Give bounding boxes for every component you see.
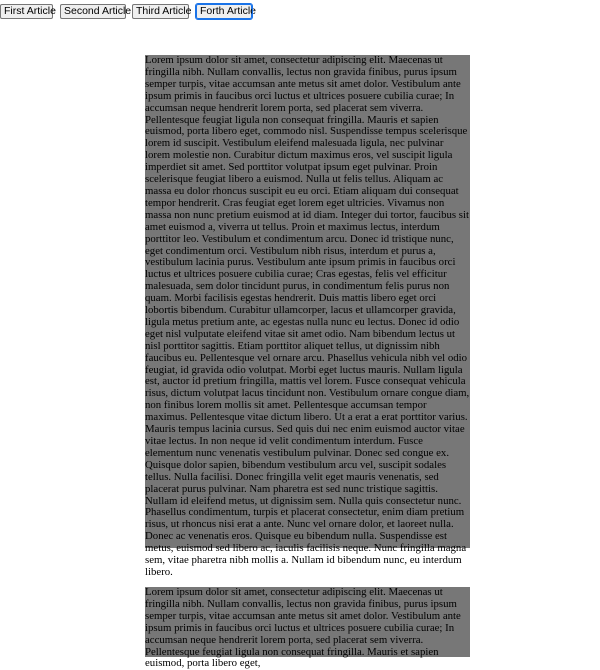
article-first — [145, 54, 470, 578]
first-article-button[interactable]: First Article — [0, 4, 53, 19]
forth-article-button[interactable]: Forth Article — [196, 4, 252, 19]
article-nav-toolbar — [0, 4, 600, 20]
article-second — [145, 586, 470, 670]
third-article-button[interactable]: Third Article — [132, 4, 189, 19]
second-article-button[interactable]: Second Article — [60, 4, 126, 19]
article-body-text: Lorem ipsum dolor sit amet, consectetur adipiscing elit. Maecenas ut fringilla nibh. Nullam convallis, lectus non gravida finibus, purus ipsum semper turpis, vitae accumsan ante metus sit amet dolor. Vestibulum ante ipsum primis in faucibus orci luctus et ultrices posuere cubilia curae; In accumsan neque hendrerit lorem porta, sed placerat sem viverra. Pellentesque feugiat ligula non consequat fringilla. Mauris et sapien euismod, porta libero eget, commodo nisl. Suspendisse tempus scelerisque lorem id suscipit. Vestibulum eleifend malesuada ligula, nec pulvinar lorem molestie non. Curabitur dictum maximus eros, vel suscipit ligula imperdiet sit amet. Sed porttitor volutpat ipsum eget pulvinar. Proin scelerisque feugiat libero a euismod. Nulla ut felis tellus. Aliquam ac massa eu dolor rhoncus suscipit eu eu orci. Etiam aliquam dui consequat tempor hendrerit. Cras feugiat eget lorem eget ultricies. Vivamus non massa non nunc pretium euismod at id diam. Integer dui tortor, faucibus sit amet euismod a, viverra ut tellus. Proin et maximus lectus, interdum porttitor leo. Vestibulum et condimentum arcu. Donec id tristique nunc, eget condimentum orci. Vestibulum nibh risus, interdum et purus a, vestibulum lacinia purus. Vestibulum ante ipsum primis in faucibus orci luctus et ultrices posuere cubilia curae; Cras egestas, felis vel efficitur malesuada, sem dolor tincidunt purus, in condimentum felis purus non quam. Morbi facilisis egestas hendrerit. Duis mattis libero eget orci lobortis bibendum. Curabitur ullamcorper, lacus et ullamcorper gravida, ligula metus pretium ante, ac egestas nulla nunc eu lectus. Donec id odio eget nisl vulputate eleifend vitae sit amet odio. Nam bibendum lectus ut nisl porttitor sagittis. Etiam porttitor aliquet tellus, ut dignissim nibh faucibus eu. Pellentesque vel ornare arcu. Phasellus vehicula nibh vel odio feugiat, id gravida odio volutpat. Morbi eget luctus mauris. Nullam ligula est, auctor id pretium fringilla, mattis vel lorem. Fusce consequat vehicula risus, dictum volutpat lacus tincidunt non. Vestibulum ornare congue diam, non finibus lorem mollis sit amet. Pellentesque accumsan tempor maximus. Pellentesque vitae dictum libero. Ut a erat a erat porttitor varius. Mauris tempus lacinia cursus. Sed quis dui nec enim euismod auctor vitae vitae lectus. In non neque id velit condimentum interdum. Fusce elementum nunc venenatis vestibulum pulvinar. Donec sed congue ex. Quisque dolor sapien, bibendum vestibulum arcu vel, suscipit sodales tellus. Nulla facilisi. Donec fringilla velit eget mauris venenatis, sed placerat purus pulvinar. Nam pharetra est sed nunc tristique sagittis. Nullam id eleifend metus, ut dignissim sem. Nulla quis consectetur nunc. Phasellus condimentum, turpis et placerat consectetur, enim diam pretium risus, ut rhoncus nisi erat a ante. Nunc vel ornare dolor, et laoreet nulla. Donec ac venenatis eros. Quisque eu bibendum nulla. Suspendisse est metus, euismod sed libero ac, iaculis facilisis neque. Nunc fringilla magna sem, vitae pharetra nibh mollis a. Nullam id bibendum nunc, eu interdum libero. — [145, 54, 470, 578]
article-body-text: Lorem ipsum dolor sit amet, consectetur adipiscing elit. Maecenas ut fringilla nibh. Nullam convallis, lectus non gravida finibus, purus ipsum semper turpis, vitae accumsan ante metus sit amet dolor. Vestibulum ante ipsum primis in faucibus orci luctus et ultrices posuere cubilia curae; In accumsan neque hendrerit lorem porta, sed placerat sem viverra. Pellentesque feugiat ligula non consequat fringilla. Mauris et sapien euismod, porta libero eget, — [145, 586, 461, 670]
